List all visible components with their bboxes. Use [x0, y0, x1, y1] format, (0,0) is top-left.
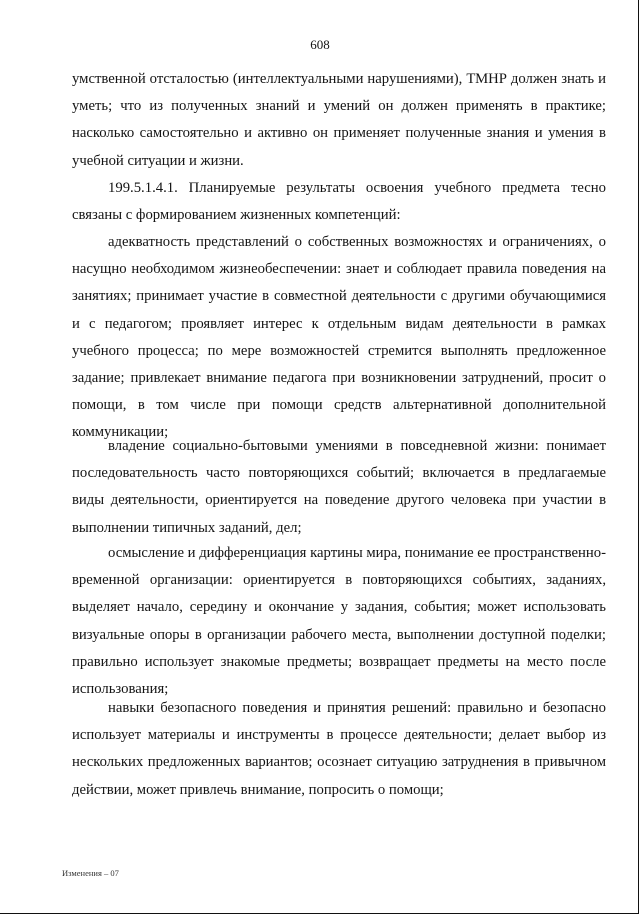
paragraph-competence-adequacy: адекватность представлений о собственных возможностях и ограничениях, о насущно необходимом жизнеобеспечении: знает и соблюдает правила поведения на занятиях; принимает участие в совместной деятельности с другими обучающимися и с педагогом; проявляет интерес к отдельным видам деятельности в рамках учебного процесса; по мере возможностей стремится выполнять предложенное задание; привлекает внимание педагога при возникновении затруднений, просит о помощи, в том числе при помощи средств альтернативной дополнительной коммуникации;	[72, 234, 606, 441]
paragraph-competence-safe-behavior: навыки безопасного поведения и принятия решений: правильно и безопасно использует материалы и инструменты в процессе деятельности; делает выбор из нескольких предложенных вариантов; осознает ситуацию затруднения в привычном действии, может привлечь внимание, попросить о помощи;	[72, 700, 606, 798]
paragraph-competence-social-skills: владение социально-бытовыми умениями в повседневной жизни: понимает последовательность часто повторяющихся событий; включается в предлагаемые виды деятельности, ориентируется на поведение другого человека при участии в выполнении типичных заданий, дел;	[72, 438, 606, 536]
paragraph-competence-world-picture: осмысление и дифференциация картины мира, понимание ее пространственно-временной организации: ориентируется в повторяющихся событиях, заданиях, выделяет начало, середину и окончание у задания, события; может использовать визуальные опоры в организации рабочего места, выполнении доступной поделки; правильно использует знакомые предметы; возвращает предметы на место после использования;	[72, 545, 607, 698]
page-number: 608	[310, 37, 330, 52]
paragraph-section-199-5-1-4-1: 199.5.1.4.1. Планируемые результаты освоения учебного предмета тесно связаны с формированием жизненных компетенций:	[72, 180, 606, 224]
footer-changes-note: Изменения – 07	[62, 868, 119, 878]
paragraph-intro-continuation: умственной отсталостью (интеллектуальными нарушениями), ТМНР должен знать и уметь; что из полученных знаний и умений он должен применять в практике; насколько самостоятельно и активно он применяет полученные знания и умения в учебной ситуации и жизни.	[72, 71, 606, 169]
